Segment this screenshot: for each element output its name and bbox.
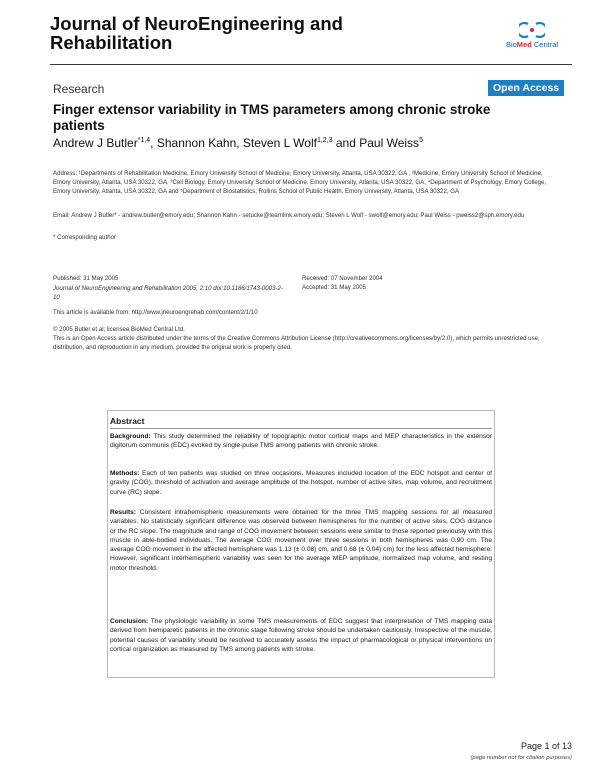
biomed-central-logo[interactable] [496, 20, 568, 54]
citation: Journal of NeuroEngineering and Rehabilitation 2005, 2:10 doi:10.1186/1743-0003-2-10 [53, 285, 283, 301]
accepted-date: Accepted: 31 May 2005 [302, 284, 367, 291]
address-block: Address: ¹Departments of Rehabilitation Medicine, Emory University School of Medicine, Emory University, Atlanta, USA 30322, GA , ²Medicine, Emory University School of Medicine, Emory University, Atlanta, USA 30322, GA, ³Cell Biology, Emory University School of Medicine, Emory University, Atlanta, USA 30322, GA, ⁴Department of Psychology, Emory College, Emory University, Atlanta, USA 30322, GA and ⁵Department of Biostatistics, Rollins School of Public Health, Emory University, Atlanta, USA 30322, GA [53, 170, 547, 195]
email-block[interactable]: Email: Andrew J Butler* - andrew.butler@emory.edu; Shannon Kahn - setucke@learnlink.emory.edu; Steven L Wolf - swolf@emory.edu; Paul Weiss - pweiss2@sph.emory.edu [53, 212, 525, 219]
abstract-heading: Abstract [110, 416, 492, 429]
copyright-line: © 2005 Butler et al; licensee BioMed Central Ltd. [53, 326, 185, 333]
author-name[interactable]: Shannon Kahn [156, 136, 237, 150]
abstract-methods: Methods: Each of ten patients was studied on three occasions. Measures included location of the EDC hotspot and center of gravity (COG), threshold of activation and average amplitude of the hotspot, number of active sites, map volume, and recruitment curve (RC) slope. [110, 470, 492, 496]
abstract-results: Results: Consistent intrahemispheric measurements were obtained for the three TMS mapping sessions for all measured variables. No statistically significant difference was observed between hemispheres for the number of active sites, COG distance or the RC slope. The magnitude and range of COG movement between sessions were similar to those reported previously with this muscle in able-bodied individuals. The average COG movement over three sessions in both hemispheres was 0.90 cm. The average COG movement in the affected hemisphere was 1.13 (± 0.08) cm, and 0.68 (± 0.04) cm) for the less affected hemisphere. However, significant interhemispheric variability was seen for the average MEP amplitude, normalized map volume, and resting motor threshold. [110, 509, 492, 572]
author-name[interactable]: Paul Weiss [359, 136, 420, 150]
open-access-badge: Open Access [488, 80, 564, 96]
biomed-central-icon [519, 20, 545, 40]
publisher-name: BioMed Central [505, 40, 559, 49]
abstract-conclusion: Conclusion: The physiologic variability in some TMS measurements of EDC suggest that interpretation of TMS mapping data derived from hemiparetic patients in the chronic stage following stroke should be undertaken cautiously. Irrespective of the muscle, potential causes of variability should be resolved to accurately assess the impact of pharmacological or physical interventions on cortical organization as measured by TMS among patients with stroke. [110, 618, 492, 653]
author-name[interactable]: Steven L Wolf [242, 136, 317, 150]
corresponding-note: * Corresponding author [53, 234, 117, 241]
received-date: Received: 07 November 2004 [302, 275, 383, 282]
availability-link[interactable]: This article is available from: http://www.jneuroengrehab.com/content/2/1/10 [53, 309, 258, 316]
page-number-note: (page number not for citation purposes) [470, 755, 572, 761]
header-rule [50, 64, 572, 65]
section-label: Research [53, 82, 105, 96]
license-text: This is an Open Access article distributed under the terms of the Creative Commons Attribution License (http://creativecommons.org/licenses/by/2.0), which permits unrestricted use, distribution, and reproduction in any medium, provided the original work is properly cited. [53, 335, 540, 351]
author-list: Andrew J Butler$^{*1,4}$, Shannon Kahn, Steven L Wolf$^{1,2,3}$ and Paul Weiss$^5$ [53, 136, 423, 150]
journal-title: Journal of NeuroEngineering and Rehabilitation [50, 13, 343, 53]
paper-title: Finger extensor variability in TMS parameters among chronic stroke patients [53, 102, 491, 133]
published-date: Published: 31 May 2005 [53, 275, 119, 282]
abstract-background: Background: This study determined the reliability of topographic motor cortical maps and MEP characteristics in the extensor digitorum communis (EDC) evoked by single-pulse TMS among patients with chronic stroke. [110, 433, 492, 450]
author-name[interactable]: Andrew J Butler [53, 136, 138, 150]
page-number: Page 1 of 13 [520, 741, 572, 751]
